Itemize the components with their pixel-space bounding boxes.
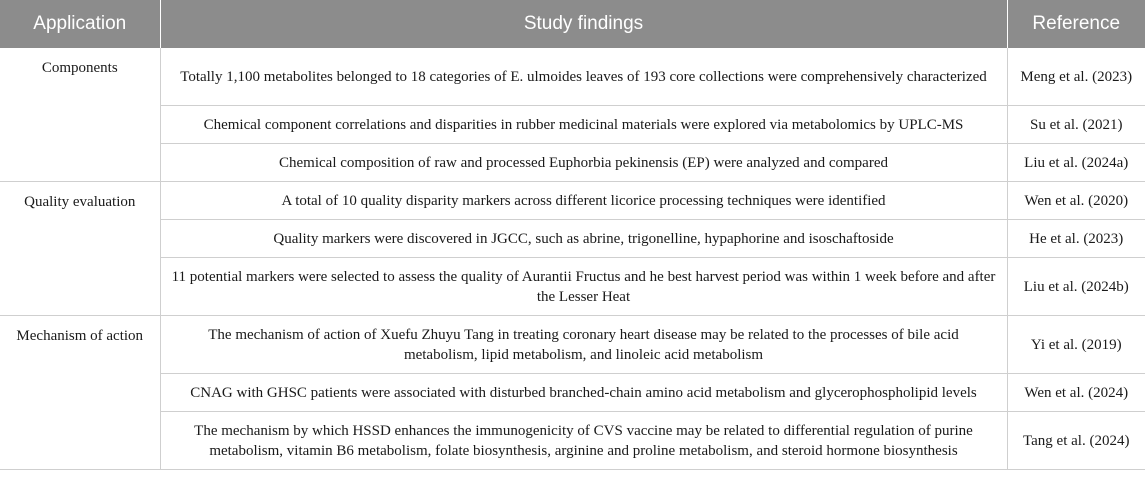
finding-cell: Totally 1,100 metabolites belonged to 18 categories of E. ulmoides leaves of 193 core collections were comprehensively characterized [160, 48, 1007, 106]
table-row [0, 182, 1145, 220]
application-cell: Quality evaluation [0, 182, 160, 316]
reference-cell: He et al. (2023) [1007, 220, 1145, 258]
reference-cell: Yi et al. (2019) [1007, 316, 1145, 374]
header-application: Application [0, 0, 160, 48]
reference-cell: Liu et al. (2024b) [1007, 258, 1145, 316]
reference-cell: Su et al. (2021) [1007, 106, 1145, 144]
finding-cell: A total of 10 quality disparity markers across different licorice processing techniques were identified [160, 182, 1007, 220]
finding-cell: Chemical component correlations and disparities in rubber medicinal materials were explored via metabolomics by UPLC-MS [160, 106, 1007, 144]
header-reference: Reference [1007, 0, 1145, 48]
reference-cell: Wen et al. (2020) [1007, 182, 1145, 220]
finding-cell: The mechanism of action of Xuefu Zhuyu Tang in treating coronary heart disease may be related to the processes of bile acid metabolism, lipid metabolism, and linoleic acid metabolism [160, 316, 1007, 374]
table-row [0, 258, 1145, 316]
reference-cell: Wen et al. (2024) [1007, 374, 1145, 412]
table-row [0, 374, 1145, 412]
table-row [0, 412, 1145, 470]
table-row [0, 220, 1145, 258]
header-findings: Study findings [160, 0, 1007, 48]
table-row [0, 316, 1145, 374]
table-row [0, 106, 1145, 144]
table-row [0, 48, 1145, 106]
reference-cell: Liu et al. (2024a) [1007, 144, 1145, 182]
reference-cell: Meng et al. (2023) [1007, 48, 1145, 106]
finding-cell: Chemical composition of raw and processed Euphorbia pekinensis (EP) were analyzed and compared [160, 144, 1007, 182]
finding-cell: CNAG with GHSC patients were associated with disturbed branched-chain amino acid metabolism and glycerophospholipid levels [160, 374, 1007, 412]
application-cell: Components [0, 48, 160, 182]
reference-cell: Tang et al. (2024) [1007, 412, 1145, 470]
finding-cell: Quality markers were discovered in JGCC, such as abrine, trigonelline, hypaphorine and isoschaftoside [160, 220, 1007, 258]
header-row [0, 0, 1145, 48]
finding-cell: 11 potential markers were selected to assess the quality of Aurantii Fructus and he best harvest period was within 1 week before and after the Lesser Heat [160, 258, 1007, 316]
application-cell: Mechanism of action [0, 316, 160, 470]
finding-cell: The mechanism by which HSSD enhances the immunogenicity of CVS vaccine may be related to differential regulation of purine metabolism, vitamin B6 metabolism, folate biosynthesis, arginine and proline metabolism, and steroid hormone biosynthesis [160, 412, 1007, 470]
table-row [0, 144, 1145, 182]
